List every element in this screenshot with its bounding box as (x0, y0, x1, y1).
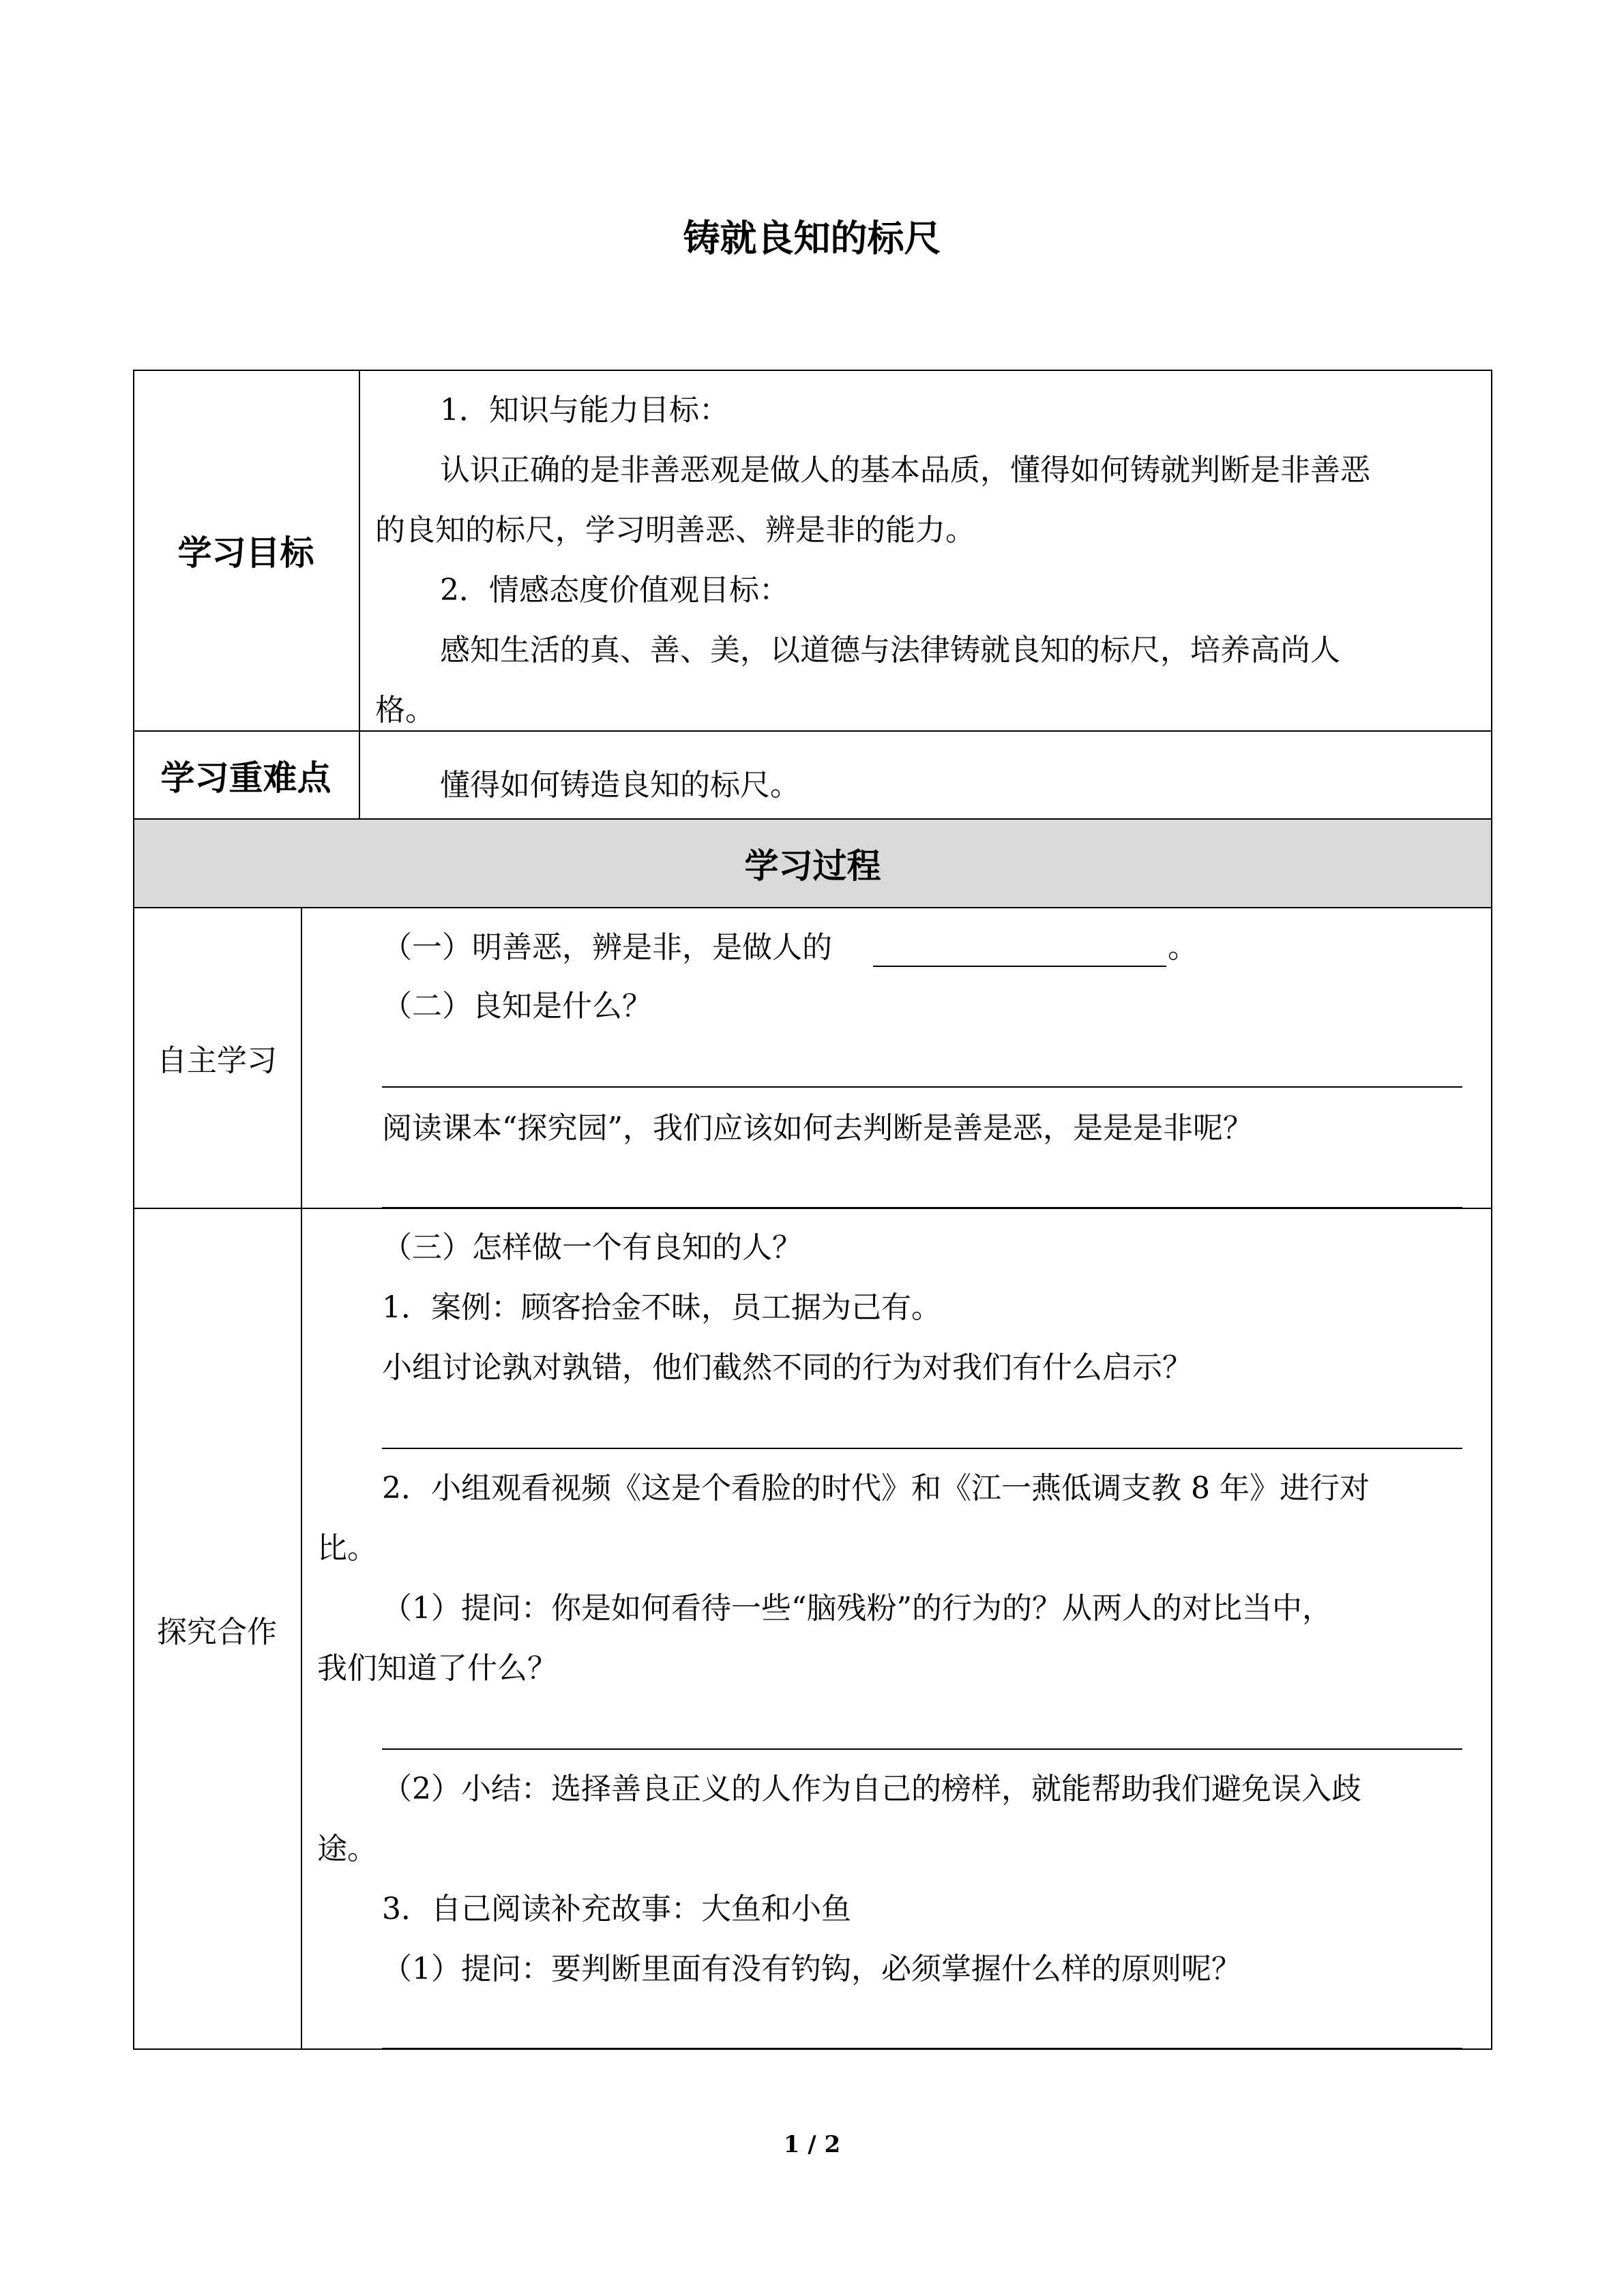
page-title: 铸就良知的标尺 (683, 217, 941, 260)
inquiry-blank-2 (382, 1748, 1462, 1750)
inquiry-line-11: （1）提问：要判断里面有没有钓钩，必须掌握什么样的原则呢？ (382, 1952, 1241, 1986)
self-study-line-1-end: 。 (1168, 930, 1198, 965)
goals-line-6: 格。 (375, 693, 435, 728)
inquiry-line-10: 3．自己阅读补充故事：大鱼和小鱼 (382, 1892, 851, 1926)
self-study-line-3: 阅读课本“探究园”，我们应该如何去判断是善是恶，是是是非呢？ (382, 1111, 1253, 1146)
inquiry-line-9: 途。 (317, 1832, 377, 1866)
inquiry-line-4: 2．小组观看视频《这是个看脸的时代》和《江一燕低调支教 8 年》进行对 (382, 1471, 1370, 1506)
inquiry-line-5: 比。 (317, 1531, 377, 1566)
goals-line-4: 2．情感态度价值观目标： (440, 573, 789, 608)
self-study-blank-2 (382, 1086, 1462, 1088)
inquiry-line-6: （1）提问：你是如何看待一些“脑残粉”的行为的？从两人的对比当中， (382, 1591, 1332, 1626)
inquiry-line-7: 我们知道了什么？ (317, 1651, 557, 1686)
goals-column-divider (359, 370, 360, 820)
self-study-line-2: （二）良知是什么？ (382, 989, 652, 1024)
inquiry-blank-3 (382, 2048, 1462, 2049)
inquiry-line-1: （三）怎样做一个有良知的人？ (382, 1230, 802, 1265)
self-study-blank-1 (873, 966, 1166, 967)
goals-line-1: 1．知识与能力目标： (440, 393, 729, 428)
process-column-divider (301, 907, 302, 2050)
self-study-line-1: （一）明善恶，辨是非，是做人的 (382, 930, 832, 965)
self-study-blank-3 (382, 1207, 1462, 1208)
inquiry-line-2: 1．案例：顾客拾金不昧，员工据为己有。 (382, 1290, 941, 1325)
key-points-text: 懂得如何铸造良知的标尺。 (440, 768, 800, 803)
inquiry-blank-1 (382, 1448, 1462, 1449)
self-study-label: 自主学习 (157, 1043, 277, 1078)
goals-label: 学习目标 (177, 533, 314, 573)
page-number: 1 / 2 (783, 2131, 841, 2158)
inquiry-line-3: 小组讨论孰对孰错，他们截然不同的行为对我们有什么启示？ (382, 1350, 1192, 1385)
inquiry-line-8: （2）小结：选择善良正义的人作为自己的榜样，就能帮助我们避免误入歧 (382, 1772, 1361, 1806)
key-points-label: 学习重难点 (160, 758, 331, 798)
process-header: 学习过程 (133, 820, 1492, 908)
inquiry-label: 探究合作 (157, 1614, 277, 1650)
goals-line-3: 的良知的标尺，学习明善恶、辨是非的能力。 (375, 513, 975, 548)
goals-line-2: 认识正确的是非善恶观是做人的基本品质，懂得如何铸就判断是非善恶 (440, 453, 1370, 488)
goals-line-5: 感知生活的真、善、美，以道德与法律铸就良知的标尺，培养高尚人 (440, 633, 1340, 668)
